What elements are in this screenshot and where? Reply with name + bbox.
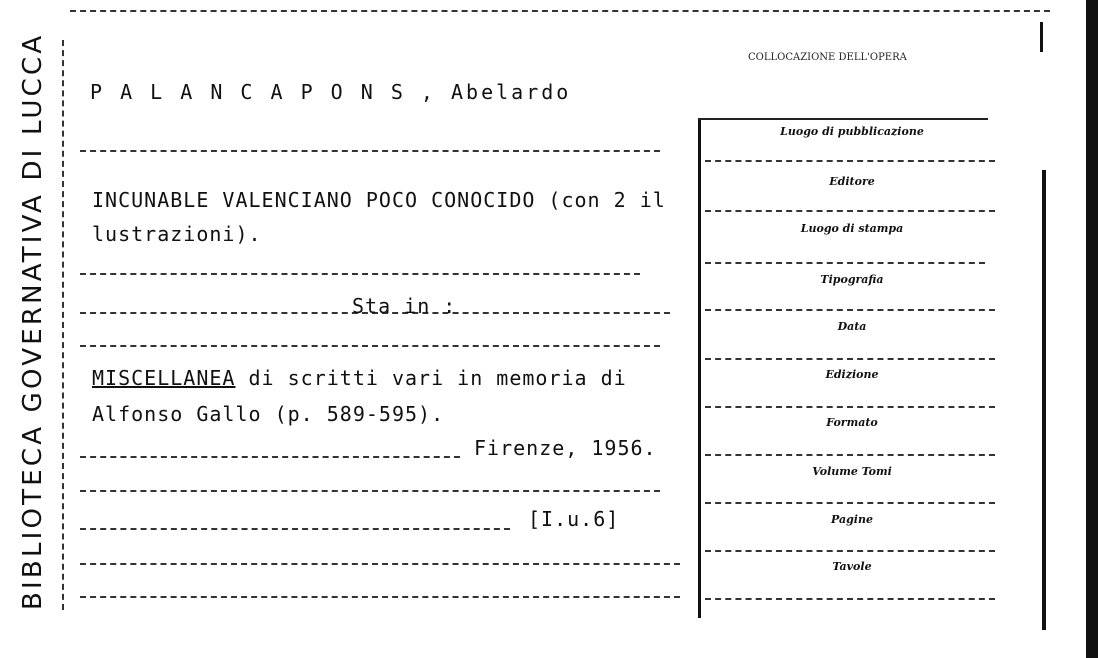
- field-luogo-stampa: Luogo di stampa: [800, 222, 904, 235]
- field-rule: [705, 502, 995, 504]
- panel-top-border: [698, 118, 988, 120]
- left-margin-rule: [62, 40, 64, 610]
- field-pagine: Pagine: [831, 513, 873, 526]
- title-line-1: INCUNABLE VALENCIANO POCO CONOCIDO (con 2 il: [92, 188, 666, 212]
- field-rule: [705, 160, 995, 162]
- miscellanea-word: MISCELLANEA: [92, 366, 236, 390]
- rule-line: [80, 528, 510, 530]
- field-rule: [705, 550, 995, 552]
- field-volume-tomi: Volume Tomi: [812, 465, 892, 478]
- scan-edge: [1086, 0, 1098, 658]
- field-rule: [705, 598, 995, 600]
- field-formato: Formato: [826, 416, 878, 429]
- field-tavole: Tavole: [832, 560, 872, 573]
- place-date: Firenze, 1956.: [474, 436, 657, 460]
- author-heading: P A L A N C A P O N S , Abelardo: [90, 80, 572, 104]
- rule-line: [80, 490, 660, 492]
- field-rule: [705, 210, 995, 212]
- miscellanea-rest: di scritti vari in memoria di: [235, 366, 627, 390]
- rule-line: [80, 345, 660, 347]
- field-data: Data: [837, 320, 867, 333]
- field-rule: [705, 454, 995, 456]
- rule-line: [80, 456, 460, 458]
- field-edizione: Edizione: [825, 368, 879, 381]
- sta-in-label: Sta in :: [352, 294, 457, 318]
- panel-right-border: [1042, 170, 1046, 630]
- title-line-2: lustrazioni).: [92, 222, 262, 246]
- rule-line: [80, 563, 680, 565]
- field-tipografia: Tipografia: [820, 273, 884, 286]
- field-luogo-pubblicazione: Luogo di pubblicazione: [780, 125, 924, 138]
- panel-right-border-top: [1040, 22, 1043, 52]
- miscellanea-line-2: Alfonso Gallo (p. 589-595).: [92, 402, 445, 426]
- panel-left-border: [698, 118, 701, 618]
- rule-line: [80, 596, 680, 598]
- rule-line: [80, 150, 660, 152]
- field-rule: [705, 406, 995, 408]
- panel-header: COLLOCAZIONE DELL'OPERA: [748, 52, 907, 63]
- rule-line: [80, 273, 640, 275]
- field-rule: [705, 309, 995, 311]
- shelfmark: [I.u.6]: [528, 507, 620, 531]
- library-name-vertical: BIBLIOTECA GOVERNATIVA DI LUCCA: [18, 32, 48, 610]
- field-rule: [705, 358, 995, 360]
- miscellanea-line-1: [92, 366, 627, 390]
- top-rule: [70, 10, 1050, 12]
- field-editore: Editore: [829, 175, 875, 188]
- field-rule: [705, 262, 985, 264]
